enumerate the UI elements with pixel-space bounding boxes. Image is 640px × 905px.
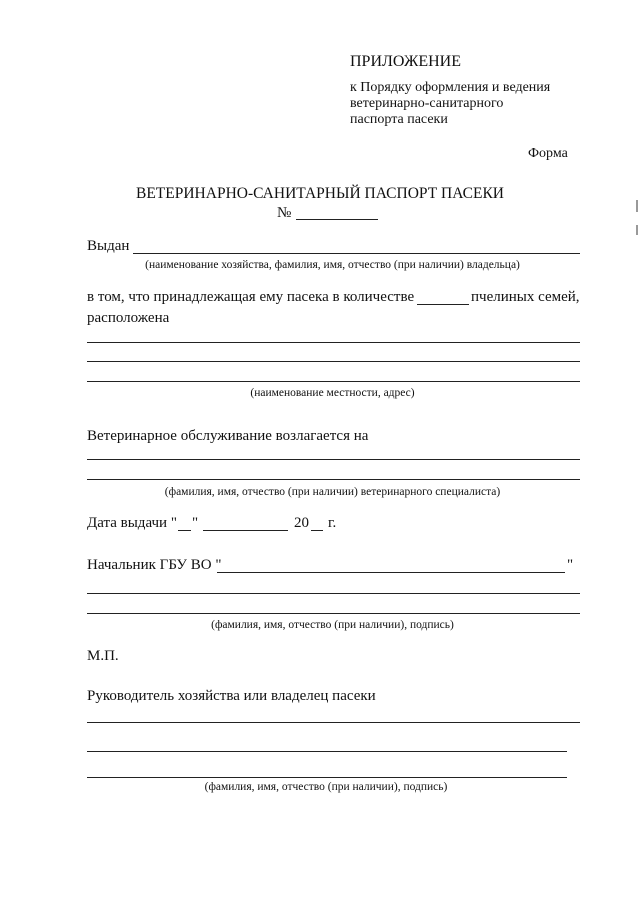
scan-edge-mark [636,225,638,235]
owner-caption: (фамилия, имя, отчество (при наличии), подпись) [204,781,448,793]
apiary-text-before: в том, что принадлежащая ему пасека в количестве [87,289,415,305]
passport-number-field[interactable] [296,219,378,220]
issued-label: Выдан [87,238,130,254]
appendix-line-2: ветеринарно-санитарного [350,96,504,111]
head-label: Начальник ГБУ ВО " [87,557,222,573]
owner-label: Руководитель хозяйства или владелец пасеки [87,688,376,704]
address-line-3[interactable] [87,381,580,382]
vet-line-2[interactable] [87,479,580,480]
apiary-located-label: расположена [87,310,170,326]
date-year-field[interactable] [311,530,323,531]
form-label: Форма [528,146,568,161]
date-year-prefix: 20 [294,515,309,531]
owner-line-2[interactable] [87,751,567,752]
document-title: ВЕТЕРИНАРНО-САНИТАРНЫЙ ПАСПОРТ ПАСЕКИ [136,185,504,202]
issued-to-field[interactable] [133,253,580,254]
head-org-field[interactable] [217,572,565,573]
head-line-1[interactable] [87,593,580,594]
appendix-line-3: паспорта пасеки [350,112,448,127]
date-day-field[interactable] [178,530,191,531]
issued-caption: (наименование хозяйства, фамилия, имя, отчество (при наличии) владельца) [145,259,520,271]
address-caption: (наименование местности, адрес) [250,387,415,399]
address-line-2[interactable] [87,361,580,362]
appendix-title: ПРИЛОЖЕНИЕ [350,53,462,70]
date-year-suffix: г. [328,515,337,531]
owner-line-1[interactable] [87,722,580,723]
vet-line-1[interactable] [87,459,580,460]
date-label: Дата выдачи " [87,515,177,531]
appendix-line-1: к Порядку оформления и ведения [350,80,551,95]
head-quote-close: " [567,557,574,573]
date-month-field[interactable] [203,530,288,531]
owner-line-3[interactable] [87,777,567,778]
address-line-1[interactable] [87,342,580,343]
vet-label: Ветеринарное обслуживание возлагается на [87,428,369,444]
head-caption: (фамилия, имя, отчество (при наличии), подпись) [211,619,454,631]
passport-number-label: № [277,205,292,221]
stamp-label: М.П. [87,648,119,664]
vet-caption: (фамилия, имя, отчество (при наличии) ветеринарного специалиста) [164,486,501,498]
apiary-text-after: пчелиных семей, [471,289,580,305]
scan-edge-mark [636,200,638,212]
date-quote-close: " [192,515,199,531]
bee-colonies-count-field[interactable] [417,304,469,305]
head-line-2[interactable] [87,613,580,614]
